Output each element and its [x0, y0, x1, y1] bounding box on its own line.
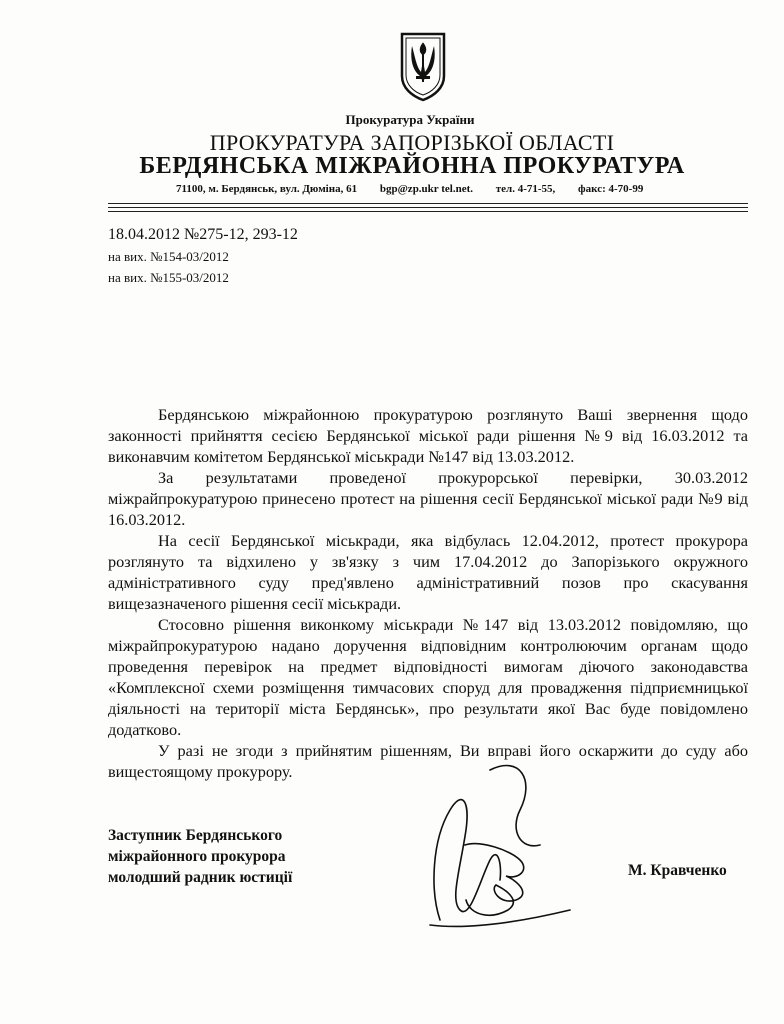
document-reference: 18.04.2012 №275-12, 293-12 — [108, 226, 298, 243]
paragraph: Бердянською міжрайонною прокуратурою розглянуто Ваші звернення щодо законності прийняття сесією Бердянської міської ради рішення №9 від 16.03.2012 та виконавчим комітетом Бердянської міськради №147 від 13.03.2012. — [108, 405, 748, 466]
outgoing-reference: на вих. №155-03/2012 — [108, 270, 229, 285]
letter-body — [108, 404, 748, 782]
address: 71100, м. Бердянськ, вул. Дюміна, 61 — [176, 183, 358, 195]
signatory-title-line: молодший радник юстиції — [108, 869, 293, 886]
contact-line — [176, 183, 663, 195]
trident-coat-of-arms-icon — [398, 30, 448, 102]
paragraph: На сесії Бердянської міськради, яка відбулась 12.04.2012, протест прокурора розглянуто та відхилено у зв'язку з чим 17.04.2012 до Запорізького окружного адміністративного суду пред'явлено адміністративний позов про скасування вищезазначеного рішення сесії міськради. — [108, 531, 748, 613]
phone: тел. 4-71-55, — [495, 183, 556, 195]
paragraph: Стосовно рішення виконкому міськради №147 від 13.03.2012 повідомляю, що міжрайпрокуратурою надано доручення відповідним контролюючим органам щодо проведення перевірок на предмет відповідності вимогам діючого законодавства «Комплексної схеми розміщення тимчасових споруд для провадження підприємницької діяльності на території міста Бердянськ», про результати якої Вас буде повідомлено додатково. — [108, 615, 748, 739]
signatory-title-line: Заступник Бердянського — [108, 827, 283, 844]
office-name: БЕРДЯНСЬКА МІЖРАЙОННА ПРОКУРАТУРА — [139, 153, 685, 179]
signatory-name: М. Кравченко — [628, 862, 727, 879]
parent-org: Прокуратура України — [345, 112, 475, 127]
paragraph: За результатами проведеної прокурорської перевірки, 30.03.2012 міжрайпрокуратурою принесено протест на рішення сесії Бердянської міської ради №9 від 16.03.2012. — [108, 468, 748, 529]
signatory-title-line: міжрайонного прокурора — [108, 848, 286, 865]
header-rule — [108, 203, 748, 204]
handwritten-signature — [370, 750, 620, 960]
fax: факс: 4-70-99 — [578, 183, 644, 195]
outgoing-reference: на вих. №154-03/2012 — [108, 249, 229, 264]
regional-office-name: ПРОКУРАТУРА ЗАПОРІЗЬКОЇ ОБЛАСТІ — [209, 130, 615, 155]
header-rule — [108, 207, 748, 208]
paragraph: У разі не згоди з прийнятим рішенням, Ви вправі його оскаржити до суду або вищестоящому прокурору. — [108, 741, 748, 781]
header-rule — [108, 211, 748, 212]
email: bgp@zp.ukr tel.net. — [379, 183, 473, 195]
signatory-title — [108, 825, 292, 888]
